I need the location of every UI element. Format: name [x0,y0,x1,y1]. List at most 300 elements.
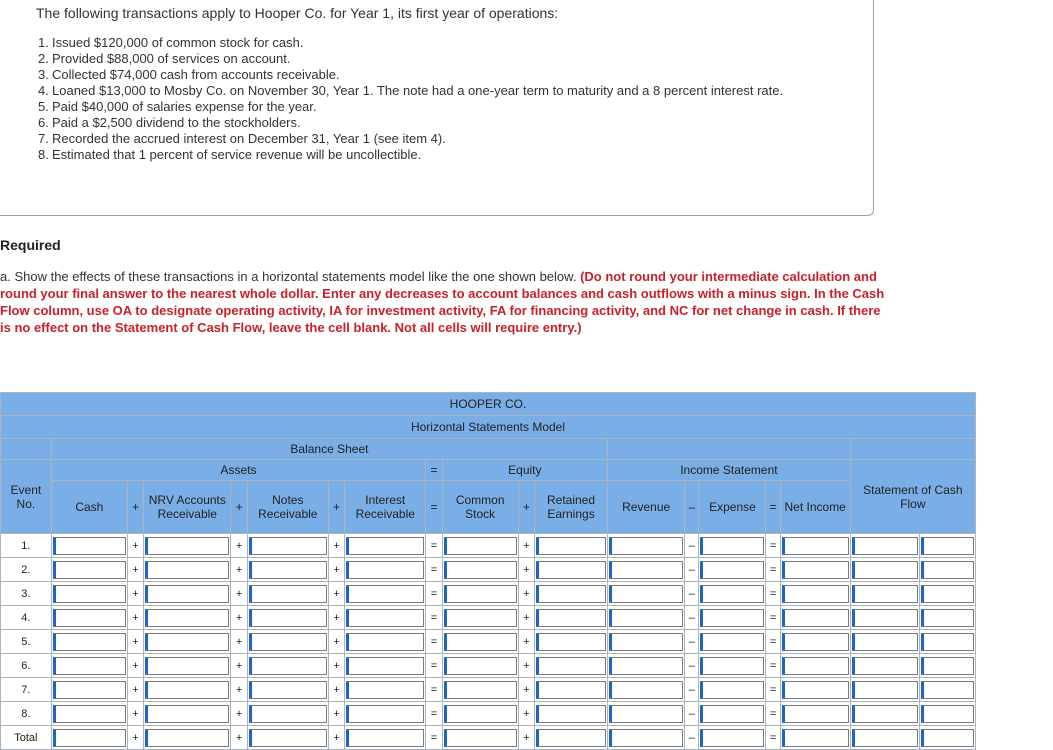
revenue-input-cell [608,606,685,630]
cash-input[interactable] [53,729,126,747]
nrv-ar-input-cell [144,702,231,726]
retained-earnings-input[interactable] [536,681,606,699]
cash-flow-activity-input[interactable] [921,729,974,747]
operator-sign: + [518,558,534,582]
interest-receivable-input[interactable] [346,657,424,675]
transaction-number: 1. [38,35,49,50]
nrv-ar-input[interactable] [145,633,229,651]
revenue-header: Revenue [608,481,685,534]
notes-receivable-input-cell [247,630,328,654]
operator-sign: + [328,702,344,726]
nrv-ar-input[interactable] [145,681,229,699]
operator-sign: = [766,654,780,678]
operator-sign: + [518,654,534,678]
expense-input[interactable] [700,657,764,675]
operator-sign: = [766,558,780,582]
event-number: 8. [1,702,52,726]
expense-header: Expense [699,481,766,534]
interest-receivable-input[interactable] [346,681,424,699]
cash-flow-activity-input-cell [919,558,975,582]
retained-earnings-input[interactable] [536,561,606,579]
net-income-input[interactable] [782,657,849,675]
common-stock-input[interactable] [444,681,517,699]
retained-earnings-input-cell [534,582,607,606]
operator-sign: – [685,534,699,558]
notes-receivable-input[interactable] [249,561,327,579]
transaction-item [38,147,812,163]
cash-flow-amount-input[interactable] [852,657,918,675]
expense-input[interactable] [700,633,764,651]
revenue-input-cell [608,726,685,750]
table-row [1,726,976,750]
retained-earnings-input[interactable] [536,585,606,603]
interest-receivable-input[interactable] [346,537,424,555]
cash-input[interactable] [53,705,126,723]
transaction-number: 8. [38,147,49,162]
net-income-input-cell [780,726,850,750]
retained-earnings-input-cell [534,654,607,678]
revenue-input[interactable] [609,609,683,627]
net-income-header: Net Income [780,481,850,534]
operator-sign: + [231,534,247,558]
nrv-ar-input-cell [144,726,231,750]
cash-flow-activity-input-cell [919,678,975,702]
notes-receivable-input-cell [247,606,328,630]
minus-op: – [685,481,699,534]
revenue-input[interactable] [609,537,683,555]
common-stock-input[interactable] [444,657,517,675]
common-stock-input-cell [442,654,518,678]
operator-sign: = [766,534,780,558]
operator-sign: = [766,606,780,630]
transaction-number: 4. [38,83,49,98]
transaction-text: Paid a $2,500 dividend to the stockholders. [52,115,301,130]
transaction-item [38,99,812,115]
equity-header: Equity [442,460,607,481]
plus-op: + [518,481,534,534]
cash-flow-activity-input[interactable] [921,609,974,627]
expense-input[interactable] [700,537,764,555]
transaction-item [38,115,812,131]
transaction-text: Estimated that 1 percent of service revenue will be uncollectible. [52,147,422,162]
cash-flow-activity-input[interactable] [921,537,974,555]
table-row [1,558,976,582]
common-stock-input-cell [442,630,518,654]
operator-sign: + [127,558,143,582]
net-income-input[interactable] [782,609,849,627]
interest-receivable-input-cell [345,534,426,558]
cash-input-cell [51,606,127,630]
interest-receivable-input[interactable] [346,609,424,627]
operator-sign: = [766,630,780,654]
operator-sign: – [685,582,699,606]
income-statement-header: Income Statement [608,460,851,481]
retained-earnings-input[interactable] [536,609,606,627]
operator-sign: + [328,534,344,558]
blank-is [608,439,851,460]
operator-sign: + [231,606,247,630]
cash-flow-activity-input[interactable] [921,681,974,699]
notes-receivable-input[interactable] [249,609,327,627]
expense-input-cell [699,702,766,726]
notes-receivable-input[interactable] [249,657,327,675]
event-no-header: Event No. [1,460,52,534]
event-number: 4. [1,606,52,630]
cash-flow-activity-input[interactable] [921,657,974,675]
cash-header: Cash [51,481,127,534]
cash-input[interactable] [53,633,126,651]
common-stock-input-cell [442,702,518,726]
operator-sign: + [518,582,534,606]
retained-earnings-input-cell [534,726,607,750]
operator-sign: + [328,654,344,678]
cash-input[interactable] [53,657,126,675]
notes-receivable-input-cell [247,558,328,582]
cash-flow-amount-input[interactable] [852,633,918,651]
cash-flow-amount-input[interactable] [852,729,918,747]
revenue-input[interactable] [609,633,683,651]
operator-sign: – [685,726,699,750]
operator-sign: = [426,582,442,606]
cash-input[interactable] [53,609,126,627]
expense-input-cell [699,726,766,750]
operator-sign: = [426,534,442,558]
blank-corner [1,439,52,460]
net-income-input-cell [780,534,850,558]
retained-earnings-input-cell [534,558,607,582]
common-stock-input[interactable] [444,585,517,603]
retained-earnings-input[interactable] [536,705,606,723]
cash-flow-activity-input[interactable] [921,561,974,579]
cash-flow-amount-input-cell [850,702,919,726]
operator-sign: – [685,654,699,678]
notes-receivable-input[interactable] [249,537,327,555]
expense-input[interactable] [700,681,764,699]
revenue-input-cell [608,678,685,702]
operator-sign: – [685,678,699,702]
retained-earnings-input-cell [534,534,607,558]
expense-input-cell [699,582,766,606]
transaction-item [38,83,812,99]
revenue-input-cell [608,582,685,606]
operator-sign: – [685,606,699,630]
operator-sign: = [766,582,780,606]
net-income-input[interactable] [782,681,849,699]
operator-sign: = [426,630,442,654]
expense-input[interactable] [700,561,764,579]
cash-flow-amount-input-cell [850,678,919,702]
blank-cf [850,439,975,460]
transaction-text: Issued $120,000 of common stock for cash. [52,35,304,50]
cash-flow-activity-input-cell [919,582,975,606]
operator-sign: = [766,726,780,750]
notes-receivable-input-cell [247,726,328,750]
retained-earnings-input-cell [534,606,607,630]
instructions-emphasis: (Do not round your intermediate calculation and round your final answer to the nearest whole dollar. Enter any decreases to account balances and cash outflows with a minus sign. In the Cash Flow column, use OA to designate operating activity, IA for investment activity, FA for financing activity, and NC for net change in cash. If there is no effect on the Statement of Cash Flow, leave the cell blank. Not all cells will require entry.) [0,269,885,335]
cash-flow-activity-input-cell [919,702,975,726]
retained-earnings-input[interactable] [536,657,606,675]
cash-flow-amount-input-cell [850,558,919,582]
notes-receivable-input[interactable] [249,633,327,651]
operator-sign: + [328,678,344,702]
notes-receivable-input-cell [247,582,328,606]
revenue-input[interactable] [609,585,683,603]
common-stock-input-cell [442,606,518,630]
revenue-input-cell [608,534,685,558]
cash-flow-amount-input-cell [850,582,919,606]
operator-sign: – [685,702,699,726]
expense-input-cell [699,558,766,582]
cash-flow-amount-input-cell [850,606,919,630]
nrv-ar-input-cell [144,678,231,702]
cash-flow-amount-input[interactable] [852,537,918,555]
nrv-ar-input-cell [144,582,231,606]
operator-sign: + [231,726,247,750]
event-number: 7. [1,678,52,702]
operator-sign: + [518,678,534,702]
cash-input[interactable] [53,585,126,603]
interest-receivable-input-cell [345,726,426,750]
operator-sign: = [426,654,442,678]
net-income-input-cell [780,702,850,726]
cash-flow-amount-input[interactable] [852,681,918,699]
nrv-ar-input[interactable] [145,729,229,747]
revenue-input[interactable] [609,705,683,723]
operator-sign: + [127,726,143,750]
interest-receivable-input[interactable] [346,705,424,723]
cash-flow-activity-input[interactable] [921,705,974,723]
table-row [1,678,976,702]
interest-receivable-input-cell [345,558,426,582]
cash-flow-amount-input-cell [850,630,919,654]
retained-earnings-input-cell [534,630,607,654]
retained-earnings-input[interactable] [536,633,606,651]
net-income-input-cell [780,558,850,582]
revenue-input[interactable] [609,729,683,747]
retained-earnings-input-cell [534,702,607,726]
operator-sign: = [766,678,780,702]
transaction-item [38,51,812,67]
nrv-ar-input[interactable] [145,561,229,579]
expense-input-cell [699,654,766,678]
cash-flow-activity-input[interactable] [921,585,974,603]
transaction-number: 3. [38,67,49,82]
revenue-input-cell [608,630,685,654]
net-income-input[interactable] [782,585,849,603]
net-income-input[interactable] [782,561,849,579]
interest-receivable-input[interactable] [346,633,424,651]
required-heading: Required [0,237,61,253]
retained-earnings-input[interactable] [536,729,606,747]
common-stock-input[interactable] [444,609,517,627]
revenue-input[interactable] [609,657,683,675]
common-stock-input[interactable] [444,705,517,723]
operator-sign: + [231,678,247,702]
intro-text: The following transactions apply to Hooper Co. for Year 1, its first year of operations: [36,5,559,21]
operator-sign: + [518,702,534,726]
notes-receivable-input[interactable] [249,729,327,747]
operator-sign: = [426,702,442,726]
nrv-ar-input-cell [144,654,231,678]
net-income-input[interactable] [782,537,849,555]
event-number: Total [1,726,52,750]
cash-input[interactable] [53,537,126,555]
table-row [1,654,976,678]
eq-op: = [766,481,780,534]
cash-input[interactable] [53,681,126,699]
interest-receivable-input[interactable] [346,585,424,603]
net-income-input[interactable] [782,729,849,747]
notes-receivable-input-cell [247,678,328,702]
cash-flow-amount-input-cell [850,726,919,750]
cash-input-cell [51,678,127,702]
cash-input-cell [51,582,127,606]
operator-sign: – [685,558,699,582]
transaction-item [38,131,812,147]
operator-sign: + [127,678,143,702]
operator-sign: + [231,582,247,606]
operator-sign: + [231,558,247,582]
plus-op: + [328,481,344,534]
operator-sign: + [328,558,344,582]
net-income-input-cell [780,654,850,678]
expense-input[interactable] [700,609,764,627]
nrv-ar-input[interactable] [145,705,229,723]
cash-flow-amount-input[interactable] [852,585,918,603]
expense-input-cell [699,630,766,654]
expense-input[interactable] [700,585,764,603]
notes-receivable-input[interactable] [249,705,327,723]
transaction-text: Recorded the accrued interest on December 31, Year 1 (see item 4). [52,131,446,146]
transaction-number: 5. [38,99,49,114]
operator-sign: + [328,606,344,630]
net-income-input-cell [780,630,850,654]
event-number: 2. [1,558,52,582]
expense-input[interactable] [700,705,764,723]
notes-receivable-input-cell [247,534,328,558]
revenue-input[interactable] [609,681,683,699]
expense-input-cell [699,606,766,630]
assets-header: Assets [51,460,426,481]
operator-sign: + [518,534,534,558]
interest-receivable-input-cell [345,630,426,654]
common-stock-input[interactable] [444,561,517,579]
operator-sign: + [328,630,344,654]
common-stock-input[interactable] [444,537,517,555]
revenue-input-cell [608,702,685,726]
retained-earnings-input-cell [534,678,607,702]
cash-flow-activity-input-cell [919,654,975,678]
table-row [1,534,976,558]
common-stock-input[interactable] [444,633,517,651]
cash-input-cell [51,558,127,582]
nrv-ar-input[interactable] [145,609,229,627]
retained-earnings-input[interactable] [536,537,606,555]
net-income-input[interactable] [782,633,849,651]
transaction-item [38,67,812,83]
operator-sign: + [127,606,143,630]
notes-receivable-input[interactable] [249,585,327,603]
expense-input-cell [699,534,766,558]
table-row [1,630,976,654]
transaction-item [38,35,812,51]
operator-sign: – [685,630,699,654]
cash-flow-amount-input[interactable] [852,705,918,723]
operator-sign: + [127,702,143,726]
revenue-input-cell [608,654,685,678]
nrv-ar-input[interactable] [145,537,229,555]
cash-flow-activity-input-cell [919,726,975,750]
cash-input-cell [51,702,127,726]
transaction-list [38,35,812,163]
common-stock-input-cell [442,678,518,702]
operator-sign: + [127,582,143,606]
cash-flow-activity-input-cell [919,606,975,630]
transaction-number: 6. [38,115,49,130]
cash-flow-activity-input-cell [919,534,975,558]
expense-input[interactable] [700,729,764,747]
notes-receivable-input-cell [247,654,328,678]
operator-sign: + [231,654,247,678]
interest-receivable-input[interactable] [346,729,424,747]
operator-sign: + [231,702,247,726]
net-income-input-cell [780,582,850,606]
operator-sign: + [127,534,143,558]
retained-earnings-header: Retained Earnings [534,481,607,534]
revenue-input[interactable] [609,561,683,579]
common-stock-input-cell [442,726,518,750]
nrv-ar-input[interactable] [145,657,229,675]
operator-sign: + [127,654,143,678]
notes-receivable-header: Notes Receivable [247,481,328,534]
notes-receivable-input[interactable] [249,681,327,699]
common-stock-input[interactable] [444,729,517,747]
transaction-text: Provided $88,000 of services on account. [52,51,291,66]
cash-input[interactable] [53,561,126,579]
nrv-ar-input-cell [144,630,231,654]
event-number: 1. [1,534,52,558]
cash-flow-activity-input[interactable] [921,633,974,651]
interest-receivable-input-cell [345,678,426,702]
cash-flow-activity-input-cell [919,630,975,654]
common-stock-header: Common Stock [442,481,518,534]
operator-sign: + [328,582,344,606]
table-row [1,582,976,606]
notes-receivable-input-cell [247,702,328,726]
balance-sheet-header: Balance Sheet [51,439,607,460]
instructions [0,268,885,336]
nrv-ar-input[interactable] [145,585,229,603]
cash-flow-amount-input[interactable] [852,609,918,627]
operator-sign: + [518,726,534,750]
operator-sign: = [426,558,442,582]
interest-receivable-input[interactable] [346,561,424,579]
nrv-ar-input-cell [144,534,231,558]
company-name: HOOPER CO. [1,393,976,416]
net-income-input[interactable] [782,705,849,723]
cash-input-cell [51,630,127,654]
event-number: 5. [1,630,52,654]
operator-sign: = [426,726,442,750]
operator-sign: = [766,702,780,726]
cash-flow-amount-input[interactable] [852,561,918,579]
operator-sign: + [518,606,534,630]
plus-op: + [127,481,143,534]
cash-input-cell [51,654,127,678]
interest-receivable-input-cell [345,702,426,726]
common-stock-input-cell [442,558,518,582]
operator-sign: + [127,630,143,654]
